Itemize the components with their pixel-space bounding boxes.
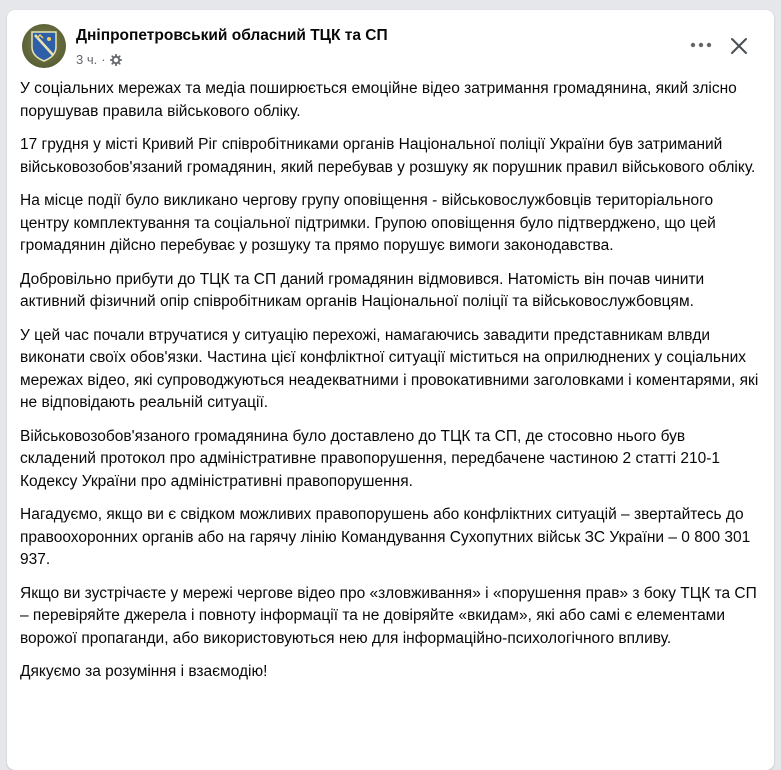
page-name-link[interactable]: Дніпропетровський обласний ТЦК та СП [76,27,388,44]
post-timestamp[interactable]: 3 ч. [76,52,98,67]
more-dots-icon [690,42,712,48]
more-options-button[interactable] [683,32,719,58]
emblem-icon [29,29,59,63]
post-meta [76,52,122,67]
post-paragraph: Якщо ви зустрічаєте у мережі чергове відео про «зловживання» і «порушення прав» з боку ТЦК та СП – перевіряйте джерела і повноту інформації та не довіряйте «вкидам», які або самі є елементами ворожої пропаганди, або використовуються нею для інформаційно-психологічного впливу. [20,584,757,647]
post-paragraph: Військовозобов'язаного громадянина було доставлено до ТЦК та СП, де стосовно нього був складений протокол про адміністративне правопорушення, передбачене частиною 2 статті 210-1 Кодексу України про адміністративні правопорушення. [20,427,721,490]
post-paragraph: У соціальних мережах та медіа поширюється емоційне відео затримання громадянина, який злісно порушував правила військового обліку. [20,80,737,120]
post-card [7,10,774,770]
post-paragraph: Дякуємо за розуміння і взаємодію! [20,663,268,680]
close-icon [730,37,748,55]
post-paragraph: Нагадуємо, якщо ви є свідком можливих правопорушень або конфліктних ситуацій – звертайтесь до правоохоронних органів або на гарячу лінію Командування Сухопутних військ ЗС України – 0 800 301 937. [20,506,751,568]
post-paragraph: Добровільно прибути до ТЦК та СП даний громадянин відмовився. Натомість він почав чинити активний фізичний опір співробітникам органів Національної поліції та військовослужбовцям. [20,270,705,310]
meta-separator: · [101,52,106,67]
post-text [20,78,765,695]
close-button[interactable] [725,32,753,60]
post-paragraph: На місце події було викликано чергову групу оповіщення - військовослужбовців територіального центру комплектування та соціальної підтримки. Групою оповіщення було підтверджено, що цей громадянин дійсно перебуває у розшуку та прямо порушує вимоги законодавства. [20,192,716,254]
gear-icon[interactable] [110,54,122,66]
page-avatar[interactable] [22,24,66,68]
post-paragraph: У цей час почали втручатися у ситуацію перехожі, намагаючись завадити представникам влвди виконати своїх обов'язки. Частина цієї конфліктної ситуації міститься на оприлюднених у соціальних мережах відео, які супроводжуються неадекватними і провокативними заголовками і коментарями, які не відповідають реальній ситуації. [20,326,759,411]
post-paragraph: 17 грудня у місті Кривий Ріг співробітниками органів Національної поліції України був затриманий військовозобов'язаний громадянин, який перебував у розшуку як порушник правил військового обліку. [20,136,756,176]
